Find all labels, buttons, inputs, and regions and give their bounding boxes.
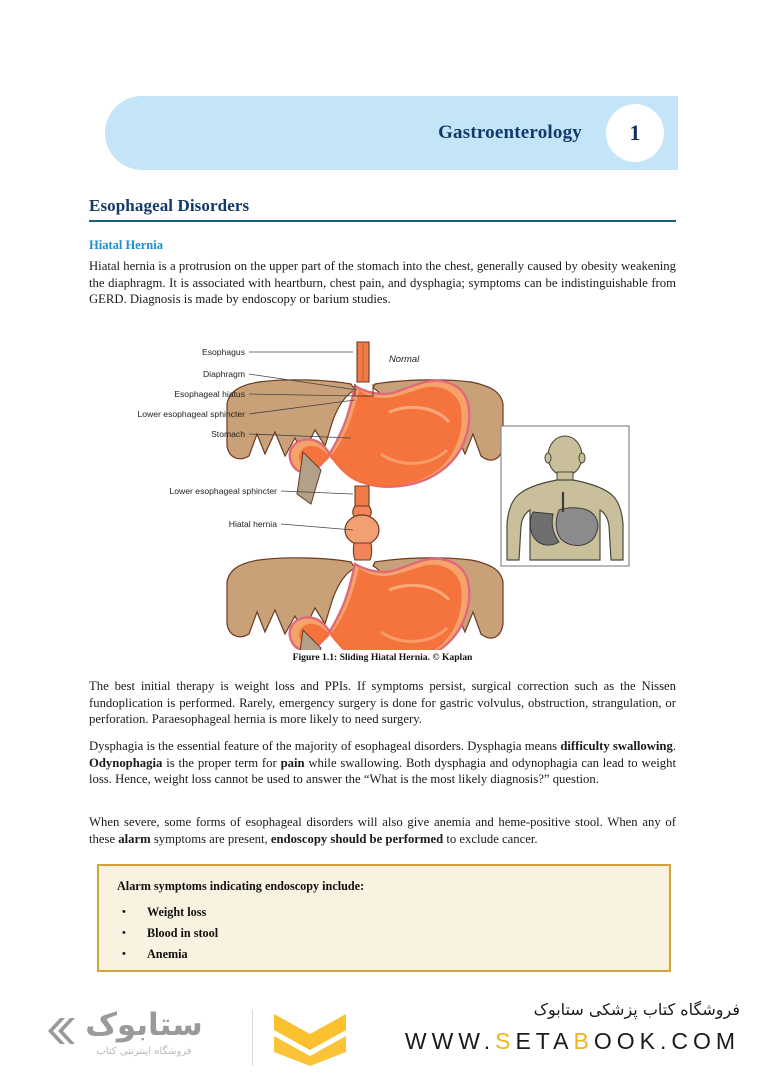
alarm-box-title: Alarm symptoms indicating endoscopy include: xyxy=(117,879,365,893)
figure-hiatal-hernia xyxy=(89,334,676,674)
alarm-text-3: to exclude cancer. xyxy=(443,831,538,846)
label-diaphragm: Diaphragm xyxy=(202,369,245,379)
torso-inset xyxy=(501,426,629,566)
dysphagia-text-3: is the proper term for xyxy=(162,755,281,770)
chapter-title: Gastroenterology xyxy=(438,122,582,143)
list-item: • Anemia xyxy=(117,944,218,965)
figure-caption: Figure 1.1: Sliding Hiatal Hernia. © Kaplan xyxy=(292,652,473,663)
alarm-text-1: When severe, some forms of esophageal disorders will also give anemia and heme-positive stool. When any of these xyxy=(89,815,676,846)
dysphagia-bold-1: difficulty swallowing xyxy=(560,739,673,753)
paragraph-alarm-symptoms xyxy=(89,814,676,847)
logo-divider xyxy=(252,1010,253,1066)
chapter-number-badge xyxy=(606,104,664,162)
url-letter-b: B xyxy=(573,1028,594,1054)
logo-subtitle: فروشگاه اینترنتی کتاب xyxy=(96,1046,192,1057)
label-normal: Normal xyxy=(389,353,420,364)
logo-wordmark: ستابوک xyxy=(85,1007,203,1043)
dysphagia-bold-3: pain xyxy=(280,755,305,770)
footer-text-block xyxy=(340,996,740,1055)
footer-url[interactable] xyxy=(340,1028,740,1055)
dysphagia-text-2: . xyxy=(672,739,676,753)
list-item: • Weight loss xyxy=(117,902,218,923)
page-title: Esophageal Disorders xyxy=(89,196,250,215)
label-esophagus: Esophagus xyxy=(201,347,245,357)
label-lower-esophageal-sphincter-bottom: Lower esophageal sphincter xyxy=(169,486,277,496)
url-letter-s: S xyxy=(495,1028,516,1054)
url-suffix: OOK.COM xyxy=(593,1028,740,1054)
section-heading-block xyxy=(89,196,676,222)
label-stomach: Stomach xyxy=(211,429,245,439)
footer-tagline: فروشگاه کتاب پزشکی ستابوک xyxy=(533,1000,740,1019)
dysphagia-text-1: Dysphagia is the essential feature of the majority of esophageal disorders. Dysphagia means xyxy=(89,739,561,753)
anatomy-illustration xyxy=(89,334,676,650)
double-chevron-left-icon xyxy=(42,1014,76,1048)
chapter-number: 1 xyxy=(629,120,641,145)
url-eta: ETA xyxy=(515,1028,574,1054)
label-hiatal-hernia: Hiatal hernia xyxy=(228,519,277,529)
footer-watermark xyxy=(0,988,764,1080)
alarm-text-2: symptoms are present, xyxy=(150,831,271,846)
setabook-logo[interactable] xyxy=(44,1000,314,1072)
alarm-bold-1: alarm xyxy=(118,831,151,846)
alarm-box-list xyxy=(117,902,218,965)
url-prefix: WWW. xyxy=(404,1028,496,1054)
subsection-title: Hiatal Hernia xyxy=(89,238,163,252)
label-esophageal-hiatus: Esophageal hiatus xyxy=(174,389,245,399)
paragraph-dysphagia xyxy=(89,738,676,788)
paragraph-intro: Hiatal hernia is a protrusion on the upper part of the stomach into the chest, generally caused by obesity weakening the diaphragm. It is associated with heartburn, chest pain, and dysphagia; symptoms can be indistinguishable from GERD. Diagnosis is made by endoscopy or barium studies. xyxy=(89,259,676,307)
section-divider xyxy=(89,220,676,222)
label-lower-esophageal-sphincter-top: Lower esophageal sphincter xyxy=(137,409,245,419)
chapter-banner xyxy=(105,96,678,170)
dysphagia-text-4: while swallowing. Both dysphagia and odynophagia can lead to weight loss. Hence, weight loss cannot be used to answer the “What is the most likely diagnosis?” question. xyxy=(89,755,676,787)
alarm-symptoms-callout xyxy=(97,864,671,972)
dysphagia-bold-2: Odynophagia xyxy=(89,755,163,770)
list-item: • Blood in stool xyxy=(117,923,218,944)
paragraph-therapy: The best initial therapy is weight loss and PPIs. If symptoms persist, surgical correction such as the Nissen fundoplication is performed. Rarely, emergency surgery is done for gastric volvulus, obstruction, strangulation, or perforation. Paraesophageal hernia is more likely to need surgery. xyxy=(89,679,676,727)
alarm-bold-2: endoscopy should be performed xyxy=(270,831,444,846)
